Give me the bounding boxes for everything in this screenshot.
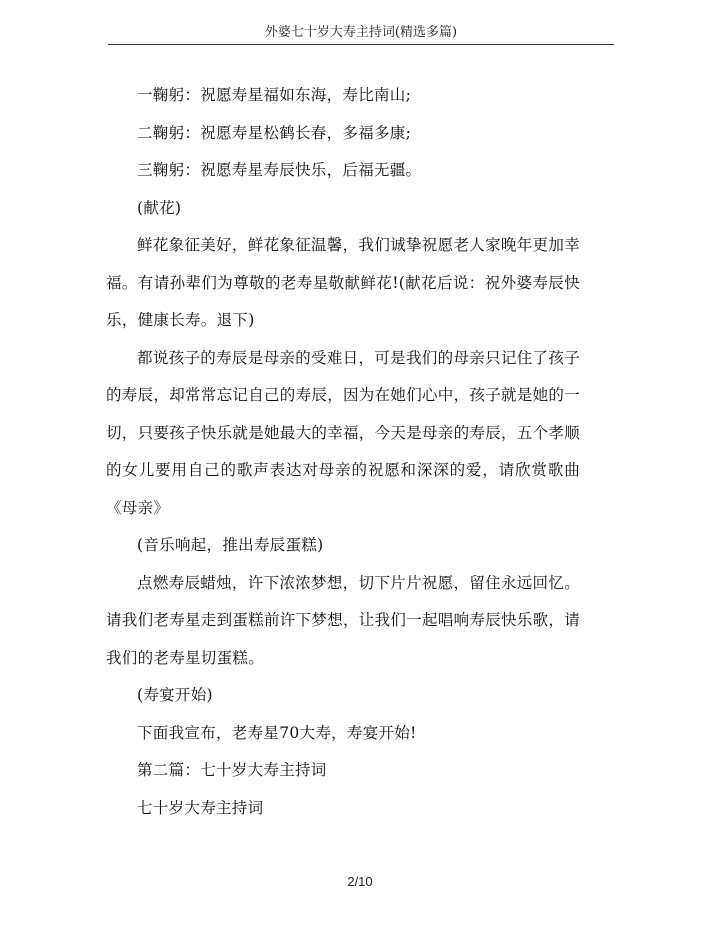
paragraph-mother-speech: 都说孩子的寿辰是母亲的受难日，可是我们的母亲只记住了孩子的寿辰，却常常忘记自己的寿辰，因为在她们心中，孩子就是她的一切，只要孩子快乐就是她最大的幸福，今天是母亲的寿辰，五个孝顺的女儿要用自己的歌声表达对母亲的祝愿和深深的爱，请欣赏歌曲《母亲》	[106, 348, 581, 517]
page-number: 2/10	[347, 874, 373, 889]
section-heading: 第二篇：七十岁大寿主持词	[137, 761, 327, 779]
paragraph-banquet-cue: (寿宴开始)	[137, 686, 213, 704]
document-title: 外婆七十岁大寿主持词(精选多篇)	[264, 25, 458, 40]
paragraph-flowers-speech: 鲜花象征美好，鲜花象征温馨，我们诚挚祝愿老人家晚年更加幸福。有请孙辈们为尊敬的老寿星敬献鲜花!(献花后说：祝外婆寿辰快乐，健康长寿。退下)	[106, 236, 580, 329]
paragraph-bow-1: 一鞠躬：祝愿寿星福如东海，寿比南山;	[137, 86, 412, 104]
section-subtitle: 七十岁大寿主持词	[137, 798, 264, 817]
paragraph-bow-2: 二鞠躬：祝愿寿星松鹤长春，多福多康;	[137, 123, 412, 142]
paragraph-cake-cue: (音乐响起，推出寿辰蛋糕)	[137, 536, 324, 554]
paragraph-banquet-announcement: 下面我宣布，老寿星70大寿，寿宴开始!	[137, 723, 417, 742]
paragraph-present-flowers: (献花)	[137, 198, 182, 217]
page-header	[108, 24, 614, 45]
document-body	[106, 77, 580, 827]
paragraph-candle-speech: 点燃寿辰蜡烛，许下浓浓梦想，切下片片祝愿，留住永远回忆。请我们老寿星走到蛋糕前许下梦想，让我们一起唱响寿辰快乐歌，请我们的老寿星切蛋糕。	[106, 573, 581, 667]
paragraph-bow-3: 三鞠躬：祝愿寿星寿辰快乐，后福无疆。	[137, 161, 422, 179]
